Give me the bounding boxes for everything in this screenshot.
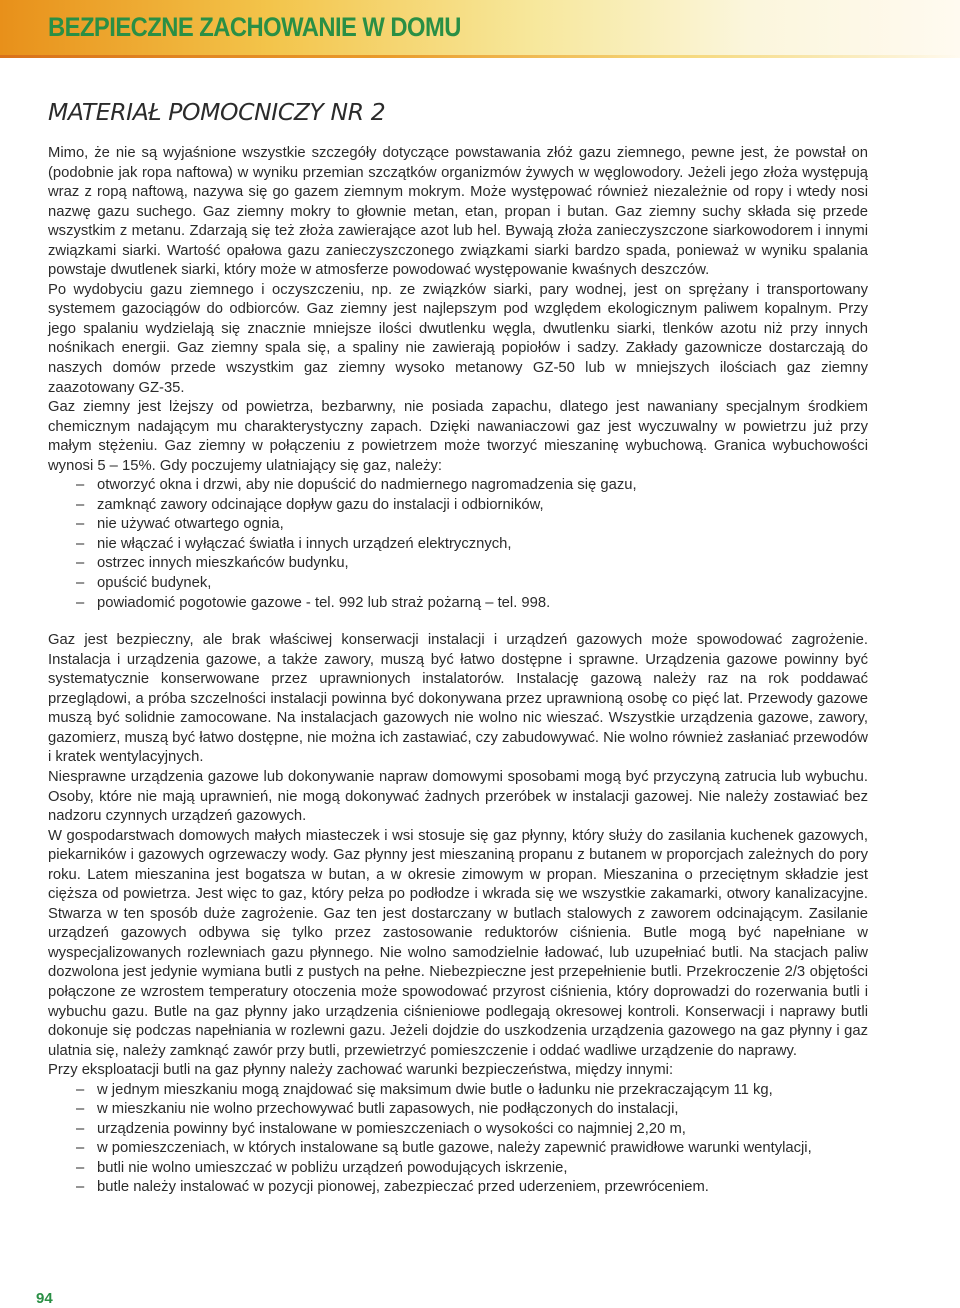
spacer bbox=[48, 613, 868, 631]
header-title: BEZPIECZNE ZACHOWANIE W DOMU bbox=[48, 12, 461, 42]
paragraph: W gospodarstwach domowych małych miasteczek i wsi stosuje się gaz płynny, który służy do zasilania kuchenek gazowych, piekarników i gazowych ogrzewaczy wody. Gaz płynny jest mieszaniną propanu z butanem w proporcjach zależnych do pory roku. Latem mieszanina jest bogatsza w butan, a w okresie zimowym w propan. Mieszanina o przeciętnym składzie jest cięższa od powietrza. Jest więc to gaz, który pełza po podłodze i wkrada się we wszystkie zakamarki, otwory kanalizacyjne. Stwarza w ten sposób duże zagrożenie. Gaz ten jest dostarczany w butlach stalowych z zaworem odcinającym. Zasilanie urządzeń gazowych odbywa się tylko przez zastosowanie reduktorów ciśnienia. Butle mogą być napełniane w wyspecjalizowanych rozlewniach gazu płynnego. Nie wolno samodzielnie ładować, lub uzupełniać butli. Na stacjach paliw dozwolona jest jedynie wymiana butli z pustych na pełne. Niebezpieczne jest przepełnienie butli. Przekroczenie 2/3 objętości połączone ze wzrostem temperatury otoczenia może spowodować przyrost ciśnienia, który doprowadzi do rozerwania butli i wybuchu gazu. Butle na gaz płynny jako urządzenia ciśnieniowe podlegają okresowej kontroli. Konserwacji i naprawy butli dokonuje się podczas napełniania w rozlewni gazu. Jeżeli dojdzie do uszkodzenia urządzenia gazowego na gaz płynny i gaz ulatnia się, należy zamknąć zawór przy butli, przewietrzyć pomieszczenie i oddać wadliwe urządzenie do naprawy. bbox=[48, 827, 868, 1059]
list-item: – w pomieszczeniach, w których instalowane są butle gazowe, należy zapewnić prawidłowe warunki wentylacji, bbox=[48, 1139, 868, 1159]
paragraph: Niesprawne urządzenia gazowe lub dokonywanie napraw domowymi sposobami mogą być przyczyną zatrucia lub wybuchu. Osoby, które nie mają uprawnień, nie mogą dokonywać żadnych przeróbek w instalacji gazowej. Nie należy zostawiać bez nadzoru czynnych urządzeń gazowych. bbox=[48, 768, 868, 825]
paragraph: Gaz ziemny jest lżejszy od powietrza, bezbarwny, nie posiada zapachu, dlatego jest nawaniany specjalnym środkiem chemicznym nadającym mu charakterystyczny zapach. Dzięki nawaniaczowi gaz jest wyczuwalny w powietrzu już przy małym stężeniu. Gaz ziemny w połączeniu z powietrzem może tworzyć mieszaninę wybuchową. Granica wybuchowości wynosi 5 – 15%. Gdy poczujemy ulatniający się gaz, należy: bbox=[48, 399, 868, 474]
document-body bbox=[48, 144, 868, 1198]
list-item: – nie używać otwartego ognia, bbox=[48, 515, 868, 535]
list-item: – w jednym mieszkaniu mogą znajdować się maksimum dwie butle o ładunku nie przekraczającym 11 kg, bbox=[48, 1081, 868, 1101]
safety-rules-list bbox=[48, 1081, 868, 1198]
page-number: 94 bbox=[36, 1290, 53, 1307]
gas-leak-steps-list bbox=[48, 476, 868, 613]
list-item: – butli nie wolno umieszczać w pobliżu urządzeń powodujących iskrzenie, bbox=[48, 1159, 868, 1179]
list-item: – ostrzec innych mieszkańców budynku, bbox=[48, 554, 868, 574]
list-item: – zamknąć zawory odcinające dopływ gazu do instalacji i odbiorników, bbox=[48, 496, 868, 516]
section-title: MATERIAŁ POMOCNICZY NR 2 bbox=[48, 98, 386, 126]
list-item: – opuścić budynek, bbox=[48, 574, 868, 594]
list-item: – w mieszkaniu nie wolno przechowywać butli zapasowych, nie podłączonych do instalacji, bbox=[48, 1100, 868, 1120]
list-item: – otworzyć okna i drzwi, aby nie dopuścić do nadmiernego nagromadzenia się gazu, bbox=[48, 476, 868, 496]
paragraph: Po wydobyciu gazu ziemnego i oczyszczeniu, np. ze związków siarki, pary wodnej, jest on sprężany i transportowany systemem gazociągów do odbiorców. Gaz ziemny jest najlepszym pod względem ekologicznym paliwem kopalnym. Przy jego spalaniu wydzielają się znacznie mniejsze ilości dwutlenku węgla, dwutlenku siarki, tlenków azotu niż przy innych nośnikach energii. Gaz ziemny spala się, a spaliny nie zawierają popiołów i sadzy. Zakłady gazownicze dostarczają do naszych domów przede wszystkim gaz ziemny wysoko metanowy GZ-50 lub w mniejszych ilościach gaz ziemny zaazotowany GZ-35. bbox=[48, 281, 868, 396]
list-item: – urządzenia powinny być instalowane w pomieszczeniach o wysokości co najmniej 2,20 m, bbox=[48, 1120, 868, 1140]
paragraph: Przy eksploatacji butli na gaz płynny należy zachować warunki bezpieczeństwa, między innymi: bbox=[48, 1062, 674, 1079]
list-item: – powiadomić pogotowie gazowe - tel. 992 lub straż pożarną – tel. 998. bbox=[48, 594, 868, 614]
list-item: – nie włączać i wyłączać światła i innych urządzeń elektrycznych, bbox=[48, 535, 868, 555]
list-item: – butle należy instalować w pozycji pionowej, zabezpieczać przed uderzeniem, przewróceniem. bbox=[48, 1178, 868, 1198]
paragraph: Mimo, że nie są wyjaśnione wszystkie szczegóły dotyczące powstawania złóż gazu ziemnego, pewne jest, że powstał on (podobnie jak ropa naftowa) w wyniku przemian szczątków organizmów żywych w węglowodory. Jeżeli jego złoża występują wraz z ropą naftową, nazywa się go gazem ziemnym mokrym. Może występować również niezależnie od ropy i wtedy nosi nazwę gazu suchego. Gaz ziemny mokry to głownie metan, etan, propan i butan. Gaz ziemny suchy składa się przede wszystkim z metanu. Zdarzają się też złoża zawierające azot lub hel. Bywają złoża zanieczyszczone siarkowodorem i innymi związkami siarki. Wartość opałowa gazu zanieczyszczonego związkami siarki bardzo spada, ponieważ w wyniku spalania powstaje dwutlenek siarki, który może w atmosferze powodować występowanie kwaśnych deszczów. bbox=[48, 145, 868, 279]
paragraph: Gaz jest bezpieczny, ale brak właściwej konserwacji instalacji i urządzeń gazowych może spowodować zagrożenie. Instalacja i urządzenia gazowe, a także zawory, muszą być łatwo dostępne i sprawne. Urządzenia gazowe powinny być systematycznie konserwowane przez uprawnionych instalatorów. Instalację gazową należy raz na rok poddawać przeglądowi, a próba szczelności instalacji powinna być dokonywana przez uprawnioną osobę co pięć lat. Przewody gazowe muszą być solidnie zamocowane. Na instalacjach gazowych nie wolno nic wieszać. Wszystkie urządzenia gazowe, zawory, gazomierz, muszą być łatwo dostępne, nie można ich zastawiać, czy zabudowywać. Nie wolno również zasłaniać przewodów i kratek wentylacyjnych. bbox=[48, 632, 868, 766]
